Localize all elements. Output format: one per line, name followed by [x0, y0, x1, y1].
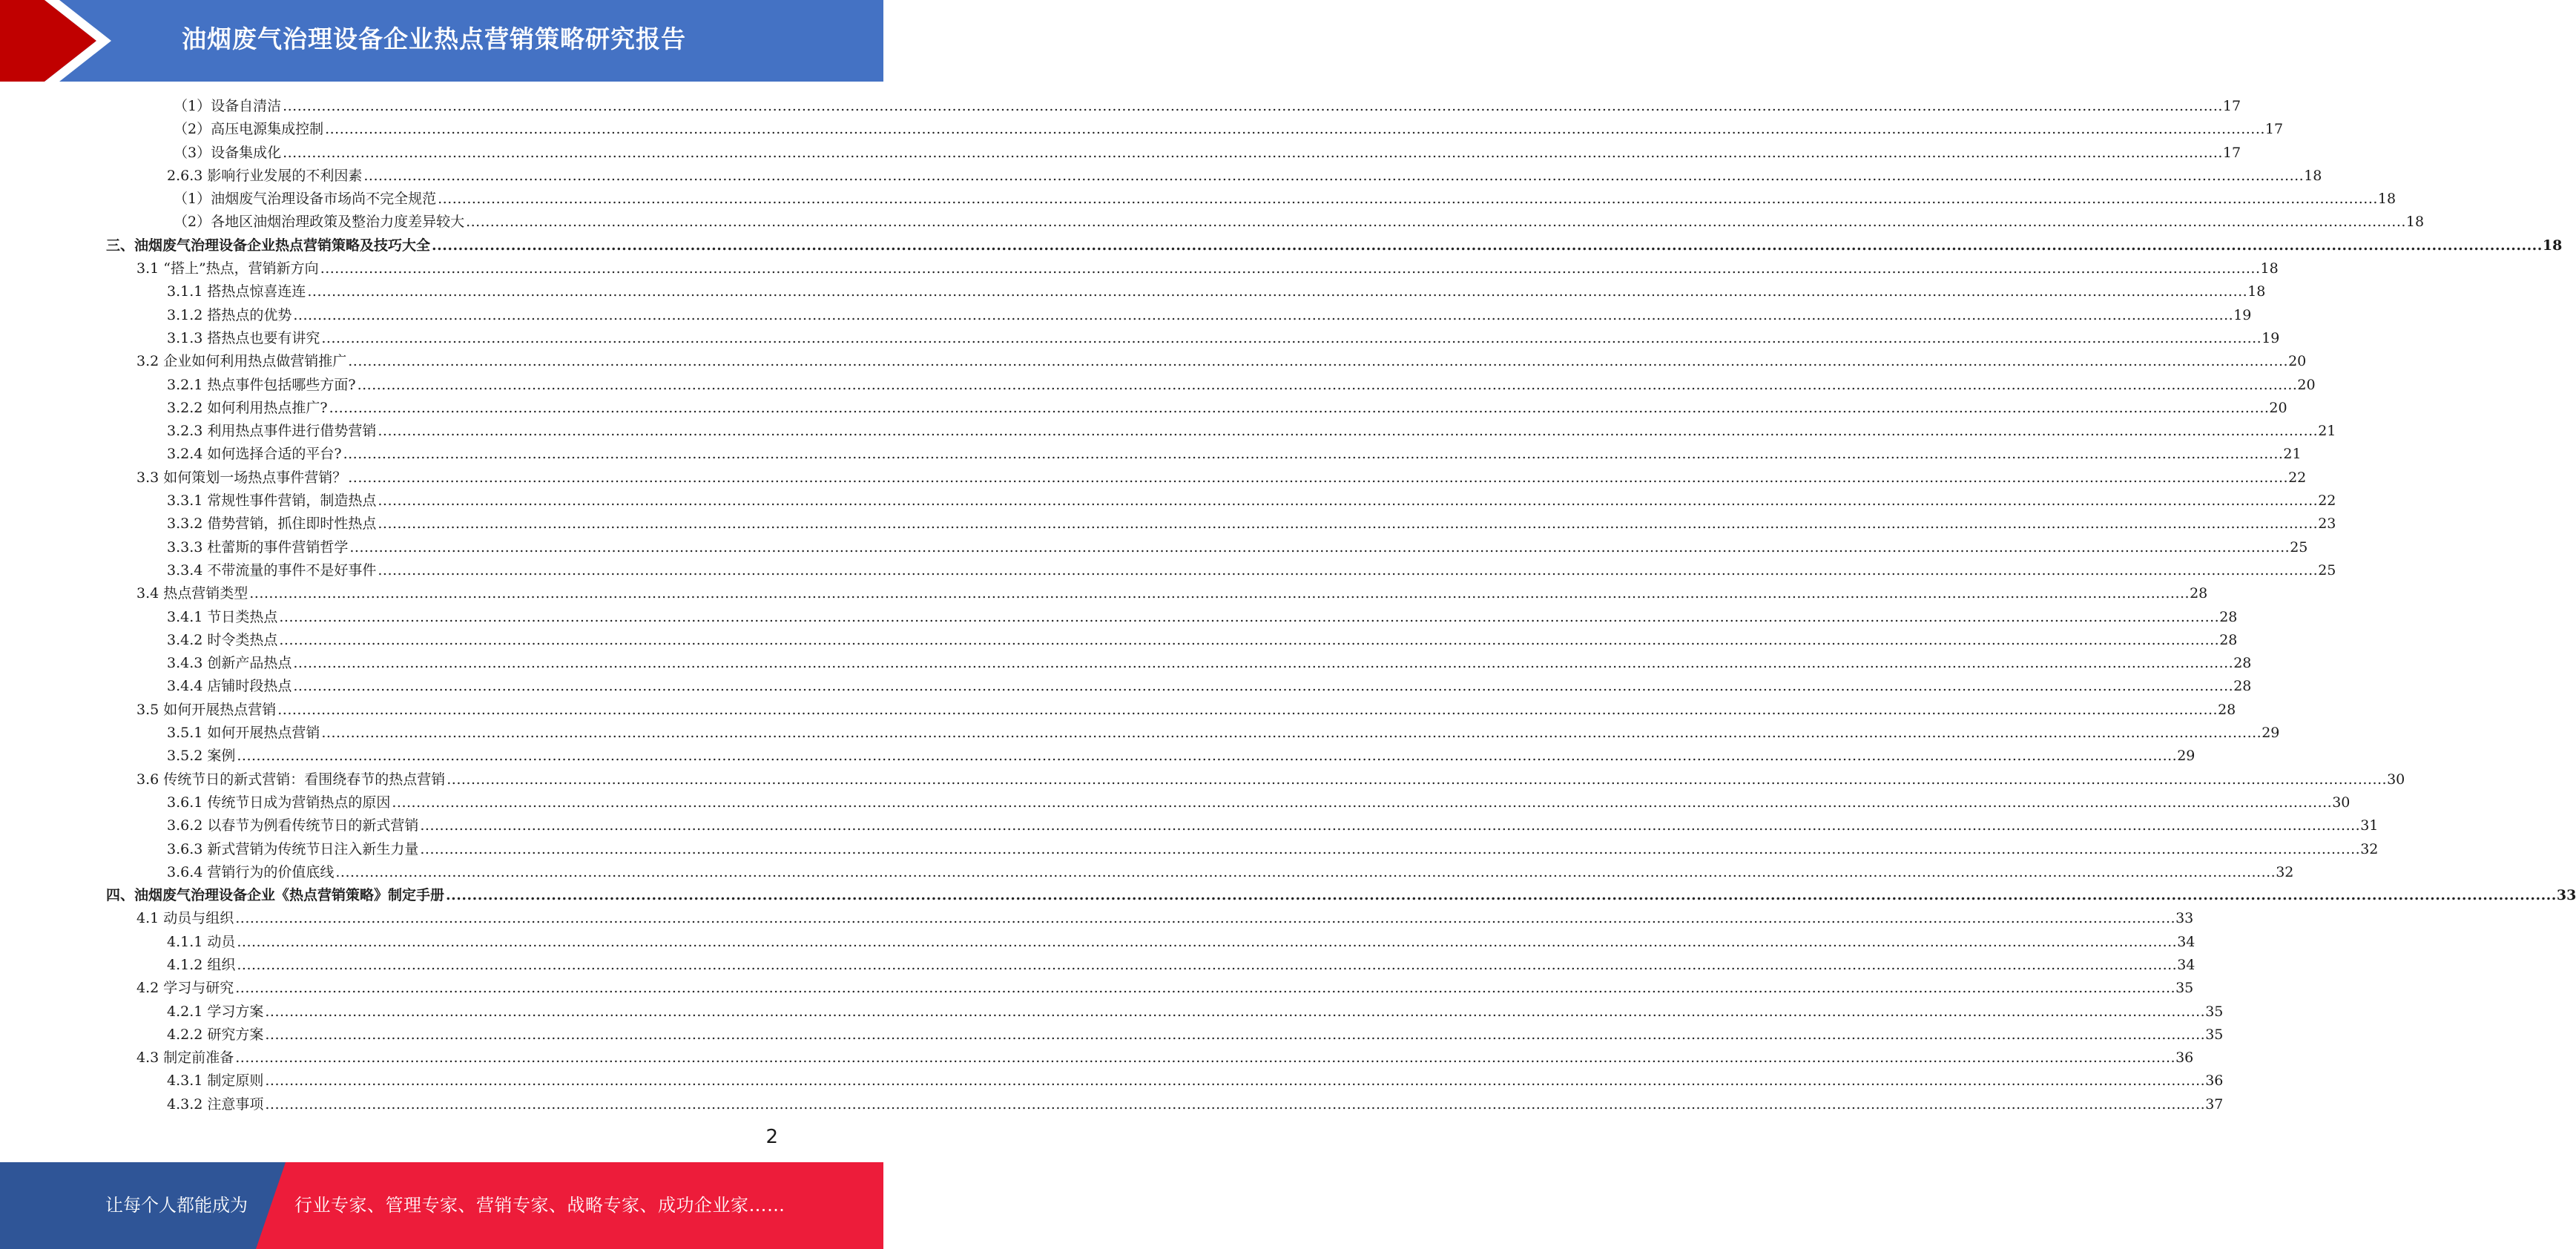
toc-entry [106, 234, 2563, 257]
toc-row[interactable] [0, 768, 2405, 791]
toc-page-number: 28 [2233, 655, 2252, 672]
toc-page-number: 32 [2276, 863, 2294, 880]
toc-row[interactable] [0, 814, 2379, 837]
toc-dot-leader: ................................................................................................................................................................................................................................................................................................................................................................................................................ [378, 492, 2319, 510]
toc-page-number: 18 [2304, 167, 2322, 184]
toc-entry [167, 1024, 2224, 1047]
toc-row[interactable] [0, 142, 2241, 165]
toc-dot-leader: ................................................................................................................................................................................................................................................................................................................................................................................................................ [466, 214, 2406, 231]
toc-page-number: 30 [2387, 771, 2405, 788]
toc-row[interactable] [0, 234, 2563, 257]
toc-entry [136, 699, 2236, 722]
toc-dot-leader: ................................................................................................................................................................................................................................................................................................................................................................................................................ [348, 469, 2289, 486]
toc-page-number: 30 [2332, 794, 2351, 811]
toc-row[interactable] [0, 559, 2336, 582]
toc-row[interactable] [0, 397, 2287, 420]
toc-row[interactable] [0, 536, 2308, 559]
toc-entry [167, 1001, 2224, 1024]
toc-entry [167, 675, 2252, 698]
toc-entry-title: 4.1.1 动员 [167, 933, 236, 950]
toc-entry [167, 513, 2336, 535]
toc-entry-title: 3.4.1 节日类热点 [167, 608, 278, 625]
toc-entry [136, 257, 2279, 280]
toc-page-number: 18 [2377, 191, 2397, 208]
toc-entry-title: 4.2 学习与研究 [136, 980, 234, 997]
toc-page-number: 28 [2233, 678, 2252, 695]
toc-entry [136, 350, 2307, 373]
toc-page-number: 20 [2297, 376, 2316, 393]
toc-row[interactable] [0, 1093, 2224, 1116]
toc-dot-leader: ................................................................................................................................................................................................................................................................................................................................................................................................................ [235, 1049, 2176, 1067]
toc-entry-title: 3.1.1 搭热点惊喜连连 [167, 283, 306, 300]
toc-entry [167, 861, 2294, 884]
toc-entry-title: 3.2.2 如何利用热点推广? [167, 399, 328, 416]
toc-page-number: 28 [2219, 608, 2238, 625]
toc-entry-title: （2）各地区油烟治理政策及整治力度差异较大 [174, 214, 465, 231]
toc-entry [167, 374, 2316, 397]
toc-page-number: 32 [2360, 840, 2379, 857]
toc-entry-title: 3.4.3 创新产品热点 [167, 655, 292, 672]
toc-entry-title: 4.1 动员与组织 [136, 910, 234, 927]
toc-page-number: 31 [2360, 817, 2379, 834]
toc-page-number: 35 [2205, 1003, 2224, 1020]
toc-dot-leader: ................................................................................................................................................................................................................................................................................................................................................................................................................ [349, 538, 2290, 556]
toc-entry [174, 95, 2241, 118]
toc-row[interactable] [0, 490, 2336, 513]
toc-row[interactable] [0, 188, 2397, 211]
toc-entry [167, 1070, 2224, 1093]
toc-row[interactable] [0, 350, 2307, 373]
toc-page-number: 18 [2405, 214, 2425, 231]
table-of-contents [0, 95, 2576, 1116]
toc-page-number: 34 [2177, 956, 2195, 973]
toc-entry [167, 652, 2252, 675]
toc-page-number: 37 [2205, 1095, 2224, 1113]
toc-row[interactable] [0, 211, 2425, 234]
toc-dot-leader: ................................................................................................................................................................................................................................................................................................................................................................................................................ [237, 748, 2178, 765]
toc-entry [167, 838, 2379, 861]
toc-entry-title: 2.6.3 影响行业发展的不利因素 [167, 167, 363, 184]
toc-entry-title: 3.3.1 常规性事件营销，制造热点 [167, 492, 377, 510]
toc-entry [167, 490, 2336, 513]
toc-row[interactable] [0, 118, 2284, 141]
toc-page-number: 33 [2175, 910, 2194, 927]
toc-page-number: 34 [2177, 933, 2195, 950]
toc-entry-title: 3.3.2 借势营销，抓住即时性热点 [167, 515, 377, 533]
red-chevron-shape [0, 0, 96, 82]
toc-dot-leader: ................................................................................................................................................................................................................................................................................................................................................................................................................ [329, 399, 2270, 416]
toc-row[interactable] [0, 1024, 2224, 1047]
page-number: 2 [765, 1126, 778, 1148]
toc-dot-leader: ................................................................................................................................................................................................................................................................................................................................................................................................................ [378, 423, 2319, 440]
toc-page-number: 21 [2283, 446, 2302, 463]
toc-entry [136, 582, 2208, 605]
toc-dot-leader: ................................................................................................................................................................................................................................................................................................................................................................................................................ [432, 237, 2543, 254]
toc-row[interactable] [0, 443, 2302, 466]
toc-dot-leader: ................................................................................................................................................................................................................................................................................................................................................................................................................ [320, 260, 2261, 277]
toc-entry [167, 722, 2280, 745]
toc-entry-title: 3.3.3 杜蕾斯的事件营销哲学 [167, 538, 349, 556]
toc-dot-leader: ................................................................................................................................................................................................................................................................................................................................................................................................................ [277, 701, 2218, 718]
toc-page-number: 22 [2318, 492, 2336, 510]
toc-entry [167, 1093, 2224, 1116]
toc-entry [167, 559, 2336, 582]
toc-page-number: 33 [2556, 887, 2576, 904]
toc-row[interactable] [0, 1001, 2224, 1024]
toc-row[interactable] [0, 884, 2576, 907]
toc-dot-leader: ................................................................................................................................................................................................................................................................................................................................................................................................................ [279, 608, 2220, 625]
toc-entry-title: 3.3.4 不带流量的事件不是好事件 [167, 561, 377, 579]
toc-entry-title: （2）高压电源集成控制 [174, 121, 324, 138]
toc-dot-leader: ................................................................................................................................................................................................................................................................................................................................................................................................................ [446, 887, 2557, 904]
toc-entry-title: 4.3.2 注意事项 [167, 1095, 264, 1113]
toc-page-number: 17 [2222, 98, 2241, 114]
toc-entry-title: 三、油烟废气治理设备企业热点营销策略及技巧大全 [106, 237, 431, 254]
toc-dot-leader: ................................................................................................................................................................................................................................................................................................................................................................................................................ [283, 98, 2223, 114]
toc-row[interactable] [0, 861, 2294, 884]
toc-row[interactable] [0, 745, 2195, 768]
toc-entry-title: 3.1.3 搭热点也要有讲究 [167, 329, 320, 346]
toc-entry-title: 3.4 热点营销类型 [136, 585, 248, 602]
toc-dot-leader: ................................................................................................................................................................................................................................................................................................................................................................................................................ [357, 376, 2298, 393]
toc-row[interactable] [0, 513, 2336, 535]
toc-entry [167, 304, 2252, 327]
toc-row[interactable] [0, 304, 2252, 327]
toc-dot-leader: ................................................................................................................................................................................................................................................................................................................................................................................................................ [307, 283, 2248, 300]
toc-entry-title: 3.2 企业如何利用热点做营销推广 [136, 353, 347, 370]
toc-dot-leader: ................................................................................................................................................................................................................................................................................................................................................................................................................ [392, 794, 2333, 811]
toc-row[interactable] [0, 699, 2236, 722]
toc-entry [136, 467, 2307, 490]
toc-page-number: 17 [2222, 144, 2241, 161]
toc-dot-leader: ................................................................................................................................................................................................................................................................................................................................................................................................................ [438, 191, 2378, 208]
toc-dot-leader: ................................................................................................................................................................................................................................................................................................................................................................................................................ [283, 144, 2223, 161]
toc-row[interactable] [0, 954, 2195, 977]
toc-dot-leader: ................................................................................................................................................................................................................................................................................................................................................................................................................ [293, 655, 2234, 672]
toc-row[interactable] [0, 977, 2194, 1000]
toc-page-number: 25 [2290, 538, 2308, 556]
toc-dot-leader: ................................................................................................................................................................................................................................................................................................................................................................................................................ [321, 329, 2262, 346]
toc-entry [167, 443, 2302, 466]
toc-entry-title: 3.2.4 如何选择合适的平台? [167, 446, 342, 463]
toc-entry [167, 327, 2280, 350]
toc-dot-leader: ................................................................................................................................................................................................................................................................................................................................................................................................................ [265, 1095, 2206, 1113]
toc-entry [167, 420, 2336, 443]
toc-page-number: 36 [2205, 1072, 2224, 1090]
toc-entry [106, 884, 2576, 907]
toc-row[interactable] [0, 931, 2195, 954]
toc-dot-leader: ................................................................................................................................................................................................................................................................................................................................................................................................................ [325, 121, 2265, 138]
toc-page-number: 21 [2318, 423, 2336, 440]
toc-page-number: 35 [2175, 980, 2194, 997]
toc-entry [174, 118, 2284, 141]
toc-row[interactable] [0, 629, 2238, 652]
toc-page-number: 25 [2318, 561, 2336, 579]
toc-entry-title: 4.3.1 制定原则 [167, 1072, 264, 1090]
toc-row[interactable] [0, 907, 2194, 930]
toc-row[interactable] [0, 722, 2280, 745]
toc-page-number: 29 [2177, 748, 2195, 765]
toc-entry-title: 3.5.1 如何开展热点营销 [167, 725, 320, 742]
toc-entry-title: 4.1.2 组织 [167, 956, 236, 973]
page-header [0, 0, 883, 82]
toc-row[interactable] [0, 280, 2266, 303]
toc-entry-title: （1）设备自清洁 [174, 98, 282, 114]
toc-row[interactable] [0, 165, 2322, 188]
toc-entry-title: 3.6.1 传统节日成为营销热点的原因 [167, 794, 391, 811]
toc-row[interactable] [0, 95, 2241, 118]
toc-entry-title: （3）设备集成化 [174, 144, 282, 161]
toc-entry [167, 536, 2308, 559]
footer-expert-list: 行业专家、管理专家、营销专家、战略专家、成功企业家…… [294, 1195, 785, 1216]
toc-page-number: 35 [2205, 1026, 2224, 1043]
toc-entry [167, 931, 2195, 954]
toc-entry [174, 188, 2397, 211]
toc-row[interactable] [0, 1047, 2194, 1070]
toc-page-number: 19 [2233, 306, 2252, 323]
toc-row[interactable] [0, 374, 2316, 397]
toc-entry [136, 1047, 2194, 1070]
red-chevron-icon [0, 0, 119, 82]
toc-dot-leader: ................................................................................................................................................................................................................................................................................................................................................................................................................ [420, 817, 2361, 834]
toc-entry-title: 3.2.1 热点事件包括哪些方面? [167, 376, 356, 393]
toc-entry-title: 3.6.4 营销行为的价值底线 [167, 863, 335, 880]
toc-row[interactable] [0, 257, 2279, 280]
toc-entry-title: 3.5.2 案例 [167, 748, 236, 765]
toc-entry [167, 397, 2287, 420]
toc-dot-leader: ................................................................................................................................................................................................................................................................................................................................................................................................................ [335, 863, 2276, 880]
toc-dot-leader: ................................................................................................................................................................................................................................................................................................................................................................................................................ [293, 306, 2234, 323]
toc-dot-leader: ................................................................................................................................................................................................................................................................................................................................................................................................................ [249, 585, 2190, 602]
toc-page-number: 28 [2219, 631, 2238, 648]
toc-page-number: 36 [2175, 1049, 2194, 1067]
toc-entry [136, 768, 2405, 791]
toc-dot-leader: ................................................................................................................................................................................................................................................................................................................................................................................................................ [265, 1003, 2206, 1020]
toc-entry [167, 606, 2238, 629]
page-footer [0, 1162, 883, 1249]
toc-entry-title: 3.1 “搭上”热点，营销新方向 [136, 260, 319, 277]
toc-row[interactable] [0, 467, 2307, 490]
toc-dot-leader: ................................................................................................................................................................................................................................................................................................................................................................................................................ [363, 167, 2305, 184]
toc-page-number: 20 [2288, 353, 2307, 370]
toc-page-number: 28 [2218, 701, 2236, 718]
toc-dot-leader: ................................................................................................................................................................................................................................................................................................................................................................................................................ [321, 725, 2262, 742]
toc-entry [167, 629, 2238, 652]
toc-dot-leader: ................................................................................................................................................................................................................................................................................................................................................................................................................ [378, 561, 2319, 579]
toc-entry-title: 3.1.2 搭热点的优势 [167, 306, 292, 323]
footer-slogan: 让每个人都能成为 [105, 1195, 248, 1216]
toc-entry [167, 280, 2266, 303]
toc-entry-title: 3.5 如何开展热点营销 [136, 701, 277, 718]
toc-dot-leader: ................................................................................................................................................................................................................................................................................................................................................................................................................ [235, 980, 2176, 997]
toc-dot-leader: ................................................................................................................................................................................................................................................................................................................................................................................................................ [235, 910, 2176, 927]
toc-entry-title: 3.4.4 店铺时段热点 [167, 678, 292, 695]
toc-entry-title: 3.6.3 新式营销为传统节日注入新生力量 [167, 840, 419, 857]
toc-row[interactable] [0, 606, 2238, 629]
toc-entry [167, 165, 2322, 188]
toc-dot-leader: ................................................................................................................................................................................................................................................................................................................................................................................................................ [237, 933, 2178, 950]
toc-entry [136, 907, 2194, 930]
toc-dot-leader: ................................................................................................................................................................................................................................................................................................................................................................................................................ [279, 631, 2220, 648]
toc-entry [174, 142, 2241, 165]
toc-dot-leader: ................................................................................................................................................................................................................................................................................................................................................................................................................ [420, 840, 2361, 857]
toc-page-number: 19 [2262, 329, 2280, 346]
toc-row[interactable] [0, 420, 2336, 443]
toc-entry [167, 954, 2195, 977]
toc-page-number: 29 [2262, 725, 2280, 742]
toc-entry-title: 3.4.2 时令类热点 [167, 631, 278, 648]
toc-entry-title: 3.6 传统节日的新式营销：看围绕春节的热点营销 [136, 771, 446, 788]
toc-page-number: 23 [2318, 515, 2336, 533]
toc-row[interactable] [0, 582, 2208, 605]
toc-page-number: 28 [2190, 585, 2208, 602]
toc-page-number: 18 [2542, 237, 2563, 254]
toc-entry-title: （1）油烟废气治理设备市场尚不完全规范 [174, 191, 437, 208]
toc-entry-title: 4.3 制定前准备 [136, 1049, 234, 1067]
toc-entry-title: 四、油烟废气治理设备企业《热点营销策略》制定手册 [106, 887, 445, 904]
toc-page-number: 22 [2288, 469, 2307, 486]
toc-dot-leader: ................................................................................................................................................................................................................................................................................................................................................................................................................ [237, 956, 2178, 973]
toc-row[interactable] [0, 675, 2252, 698]
toc-row[interactable] [0, 838, 2379, 861]
toc-entry-title: 3.6.2 以春节为例看传统节日的新式营销 [167, 817, 419, 834]
toc-row[interactable] [0, 652, 2252, 675]
toc-dot-leader: ................................................................................................................................................................................................................................................................................................................................................................................................................ [343, 446, 2284, 463]
toc-page-number: 18 [2260, 260, 2279, 277]
toc-row[interactable] [0, 791, 2351, 814]
toc-page-number: 18 [2247, 283, 2266, 300]
toc-entry-title: 4.2.2 研究方案 [167, 1026, 264, 1043]
toc-entry [167, 791, 2351, 814]
toc-dot-leader: ................................................................................................................................................................................................................................................................................................................................................................................................................ [378, 515, 2319, 533]
toc-entry [136, 977, 2194, 1000]
toc-dot-leader: ................................................................................................................................................................................................................................................................................................................................................................................................................ [293, 678, 2234, 695]
toc-entry-title: 4.2.1 学习方案 [167, 1003, 264, 1020]
toc-row[interactable] [0, 327, 2280, 350]
toc-entry [174, 211, 2425, 234]
toc-dot-leader: ................................................................................................................................................................................................................................................................................................................................................................................................................ [265, 1026, 2206, 1043]
toc-dot-leader: ................................................................................................................................................................................................................................................................................................................................................................................................................ [447, 771, 2388, 788]
toc-dot-leader: ................................................................................................................................................................................................................................................................................................................................................................................................................ [348, 353, 2289, 370]
toc-page-number: 17 [2264, 121, 2284, 138]
report-title: 油烟废气治理设备企业热点营销策略研究报告 [182, 24, 686, 53]
toc-entry [167, 745, 2195, 768]
toc-page-number: 20 [2269, 399, 2287, 416]
toc-entry-title: 3.3 如何策划一场热点事件营销？ [136, 469, 347, 486]
toc-entry-title: 3.2.3 利用热点事件进行借势营销 [167, 423, 377, 440]
toc-entry [167, 814, 2379, 837]
toc-row[interactable] [0, 1070, 2224, 1093]
toc-dot-leader: ................................................................................................................................................................................................................................................................................................................................................................................................................ [265, 1072, 2206, 1090]
